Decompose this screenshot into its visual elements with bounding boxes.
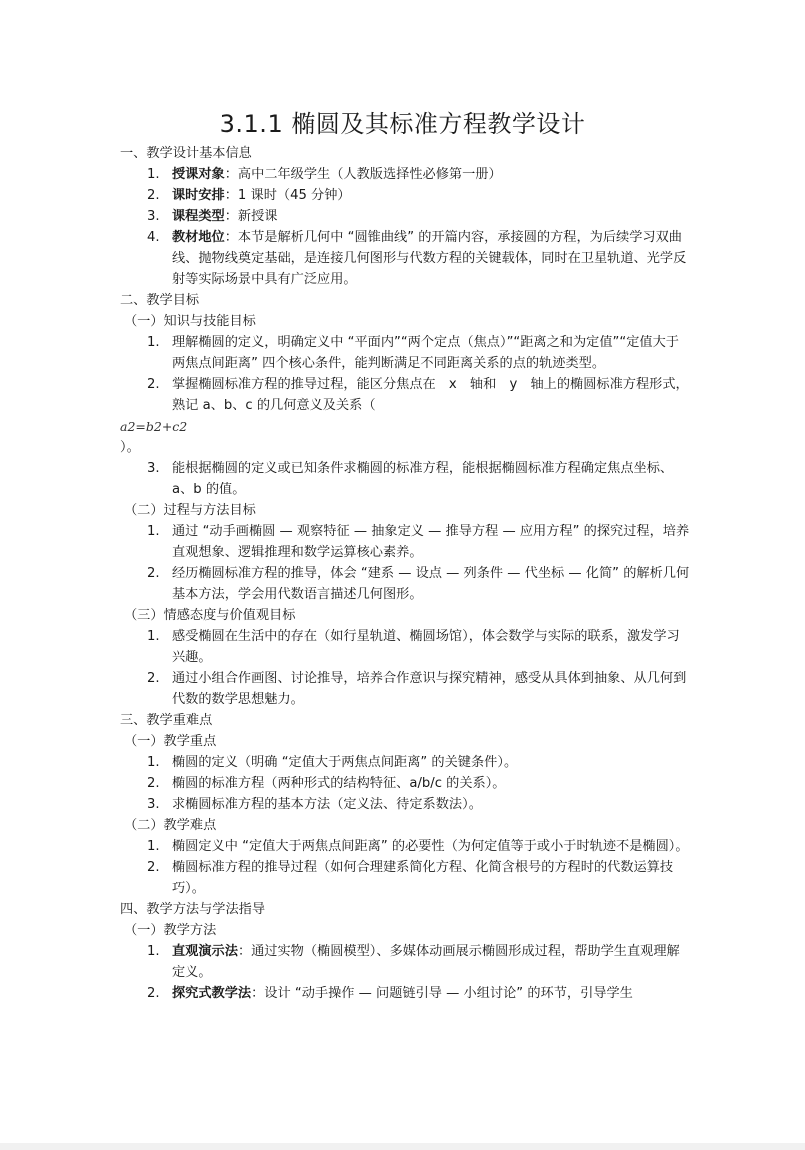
list-item: 3. 求椭圆标准方程的基本方法（定义法、待定系数法）。 [147, 797, 482, 812]
list-item: 3. 课程类型：新授课 [147, 209, 278, 224]
list-item: 1. 理解椭圆的定义，明确定义中 “平面内”“两个定点（焦点）”“距离之和为定值”“定值大于两焦点间距离” 四个核心条件，能判断满足不同距离关系的点的轨迹类型。 [147, 335, 679, 371]
subsection-heading: （一）知识与技能目标 [124, 314, 256, 329]
document-body [120, 143, 690, 1004]
list-item: 1. 椭圆的定义（明确 “定值大于两焦点间距离” 的关键条件）。 [147, 755, 518, 770]
subsection-heading: （一）教学重点 [124, 734, 217, 749]
list-item: 2. 通过小组合作画图、讨论推导，培养合作意识与探究精神，感受从具体到抽象、从几何到代数的数学思想魅力。 [147, 671, 687, 707]
list-item: 2. 椭圆标准方程的推导过程（如何合理建系简化方程、化简含根号的方程时的代数运算技巧）。 [147, 860, 674, 896]
section-heading: 四、教学方法与学法指导 [120, 902, 266, 917]
subsection-heading: （二）教学难点 [124, 818, 217, 833]
list-item: 2. 掌握椭圆标准方程的推导过程，能区分焦点在 x 轴和 y 轴上的椭圆标准方程形式，熟记 a、b、c 的几何意义及关系（ [147, 377, 689, 413]
list-item: 2. 探究式教学法：设计 “动手操作 — 问题链引导 — 小组讨论” 的环节，引导学生 [147, 986, 633, 1001]
subsection-heading: （二）过程与方法目标 [124, 503, 256, 518]
list-item: 1. 直观演示法：通过实物（椭圆模型）、多媒体动画展示椭圆形成过程，帮助学生直观理解定义。 [147, 944, 680, 980]
list-item: 3. 能根据椭圆的定义或已知条件求椭圆的标准方程，能根据椭圆标准方程确定焦点坐标、a、b 的值。 [147, 461, 674, 497]
list-item: 1. 通过 “动手画椭圆 — 观察特征 — 抽象定义 — 推导方程 — 应用方程” 的探究过程，培养直观想象、逻辑推理和数学运算核心素养。 [147, 524, 690, 560]
section-heading: 一、教学设计基本信息 [120, 146, 252, 161]
formula-close: ）。 [120, 440, 140, 455]
list-item: 1. 授课对象：高中二年级学生（人教版选择性必修第一册） [147, 167, 502, 182]
section-heading: 三、教学重难点 [120, 713, 213, 728]
list-item: 2. 椭圆的标准方程（两种形式的结构特征、a/b/c 的关系）。 [147, 776, 506, 791]
list-item: 1. 感受椭圆在生活中的存在（如行星轨道、椭圆场馆），体会数学与实际的联系，激发学习兴趣。 [147, 629, 680, 665]
list-item: 2. 经历椭圆标准方程的推导，体会 “建系 — 设点 — 列条件 — 代坐标 — 化简” 的解析几何基本方法，学会用代数语言描述几何图形。 [147, 566, 690, 602]
formula: a2=b2+c2 [120, 419, 188, 434]
list-item: 4. 教材地位：本节是解析几何中 “圆锥曲线” 的开篇内容，承接圆的方程，为后续学习双曲线、抛物线奠定基础，是连接几何图形与代数方程的关键载体，同时在卫星轨道、光学反射等实际场景中具有广泛应用。 [147, 230, 687, 287]
list-item: 2. 课时安排：1 课时（45 分钟） [147, 188, 351, 203]
page-title: 3.1.1 椭圆及其标准方程教学设计 [219, 110, 586, 138]
list-item: 1. 椭圆定义中 “定值大于两焦点间距离” 的必要性（为何定值等于或小于时轨迹不是椭圆）。 [147, 839, 689, 854]
subsection-heading: （一）教学方法 [124, 923, 217, 938]
subsection-heading: （三）情感态度与价值观目标 [124, 608, 296, 623]
section-heading: 二、教学目标 [120, 293, 200, 308]
